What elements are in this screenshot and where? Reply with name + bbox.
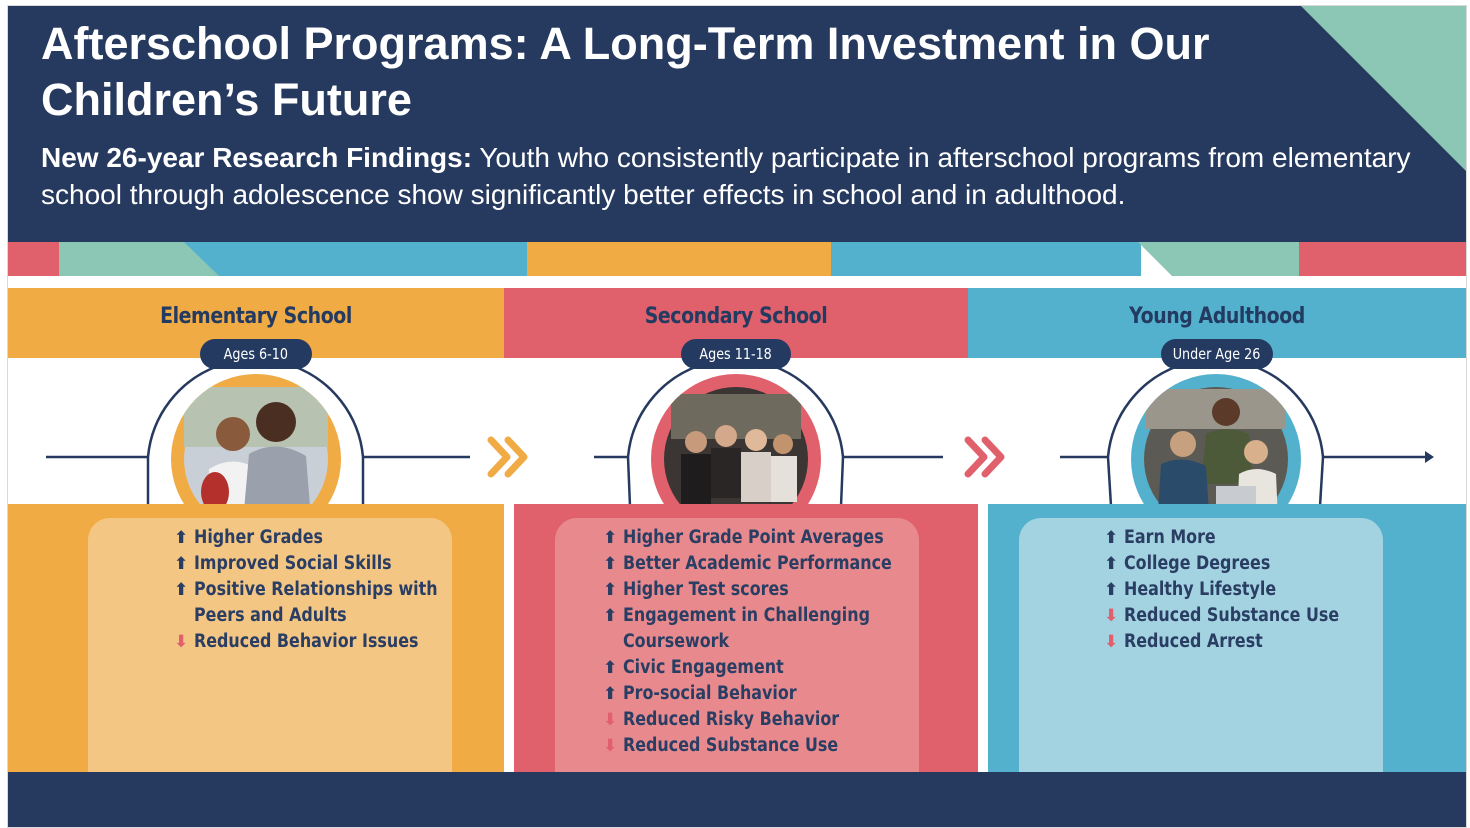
- up-arrow-icon: ⬆: [174, 580, 189, 600]
- timeline-arc-tail: [1320, 457, 1323, 506]
- timeline-arc-tail: [628, 457, 630, 506]
- stage-title: Young Adulthood: [1129, 304, 1305, 329]
- outcomes-list-secondary: [603, 525, 936, 759]
- slide: [8, 6, 1466, 827]
- list-item: ⬆ Pro-social Behavior: [603, 681, 936, 707]
- up-arrow-icon: ⬆: [603, 554, 618, 574]
- list-item: ⬆ Positive Relationships with: [174, 577, 477, 603]
- band-segment: [244, 242, 527, 276]
- list-item: ⬆ College Degrees: [1104, 551, 1374, 577]
- down-arrow-icon: ⬇: [1104, 632, 1119, 652]
- list-item: ⬆ Civic Engagement: [603, 655, 936, 681]
- subtitle-lead: New 26-year Research Findings:: [41, 142, 473, 173]
- list-item: ⬆ Engagement in Challenging: [603, 603, 936, 629]
- list-item: ⬆ Higher Test scores: [603, 577, 936, 603]
- list-item: ⬇ Reduced Behavior Issues: [174, 629, 477, 655]
- list-item-continued: Coursework: [623, 631, 730, 652]
- down-arrow-icon: ⬇: [603, 710, 618, 730]
- outcomes-list-young-adult: [1104, 525, 1374, 655]
- age-badge: Ages 6-10: [200, 339, 312, 369]
- up-arrow-icon: ⬆: [603, 606, 618, 626]
- band-segment: [1299, 242, 1466, 276]
- double-chevron-right-icon: [968, 440, 1001, 474]
- timeline-arc-tail: [1108, 457, 1111, 506]
- list-item: ⬆ Earn More: [1104, 525, 1374, 551]
- band-segment: [1178, 242, 1299, 276]
- list-item: ⬇ Reduced Risky Behavior: [603, 707, 936, 733]
- outcomes-list-elementary: [174, 525, 477, 655]
- header-banner: [8, 6, 1466, 242]
- up-arrow-icon: ⬆: [1104, 580, 1119, 600]
- list-item: ⬆ Higher Grades: [174, 525, 477, 551]
- down-arrow-icon: ⬇: [603, 736, 618, 756]
- timeline-arc-tail: [841, 457, 843, 506]
- age-badge: Under Age 26: [1161, 339, 1273, 369]
- up-arrow-icon: ⬆: [1104, 554, 1119, 574]
- list-item: ⬆ Healthy Lifestyle: [1104, 577, 1374, 603]
- list-item: ⬇ Reduced Arrest: [1104, 629, 1374, 655]
- list-item: ⬇ Reduced Substance Use: [1104, 603, 1374, 629]
- list-item: ⬇ Reduced Substance Use: [603, 733, 936, 759]
- list-item-continued: Peers and Adults: [194, 605, 347, 626]
- footer-bar: [8, 772, 1466, 827]
- up-arrow-icon: ⬆: [603, 658, 618, 678]
- up-arrow-icon: ⬆: [603, 684, 618, 704]
- stage-title: Secondary School: [644, 304, 828, 329]
- list-item: ⬆ Better Academic Performance: [603, 551, 936, 577]
- age-badge: Ages 11-18: [681, 339, 791, 369]
- band-diagonal: [184, 242, 244, 276]
- subtitle-body: Youth who consistently participate in afterschool programs from elementary school through adolescence show significantly better effects in school and in adulthood.: [41, 142, 1411, 210]
- list-item: ⬆ Higher Grade Point Averages: [603, 525, 936, 551]
- up-arrow-icon: ⬆: [603, 528, 618, 548]
- band-diagonal: [1138, 242, 1178, 276]
- stage-title: Elementary School: [160, 304, 352, 329]
- up-arrow-icon: ⬆: [174, 554, 189, 574]
- down-arrow-icon: ⬇: [1104, 606, 1119, 626]
- band-segment: [8, 242, 59, 276]
- list-item: ⬆ Improved Social Skills: [174, 551, 477, 577]
- page-subtitle: [41, 139, 1441, 213]
- band-segment: [831, 242, 1141, 276]
- up-arrow-icon: ⬆: [1104, 528, 1119, 548]
- band-segment: [527, 242, 831, 276]
- up-arrow-icon: ⬆: [174, 528, 189, 548]
- down-arrow-icon: ⬇: [174, 632, 189, 652]
- double-chevron-right-icon: [491, 440, 524, 474]
- up-arrow-icon: ⬆: [603, 580, 618, 600]
- timeline-arrowhead-icon: [1425, 451, 1434, 463]
- page-title: Afterschool Programs: A Long-Term Investment in Our Children’s Future: [41, 18, 1210, 125]
